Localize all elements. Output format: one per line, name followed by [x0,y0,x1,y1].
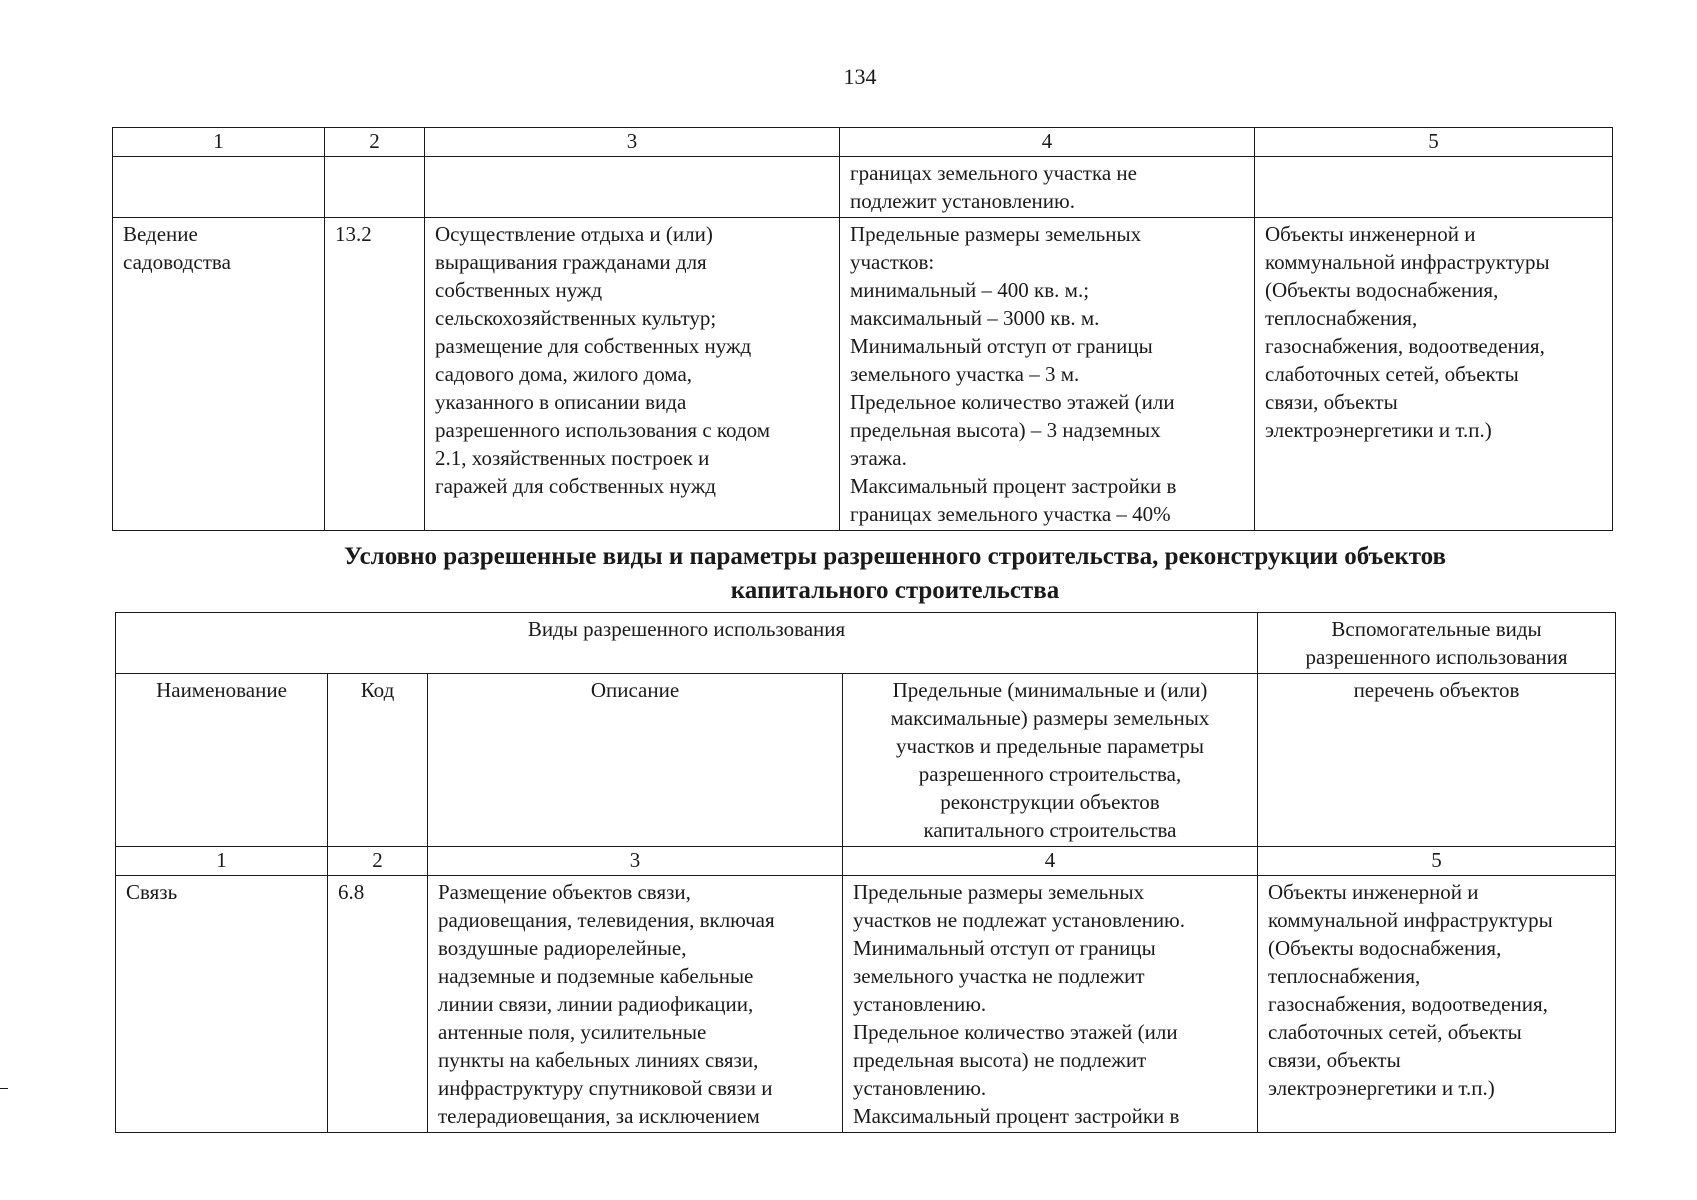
section-heading-line-1: Условно разрешенные виды и параметры разрешенного строительства, реконструкции объектов [343,543,1447,570]
bottom-table [115,612,1616,1133]
scan-edge-mark [0,1088,8,1089]
continuation-code [325,157,425,218]
row-name: Связь [116,876,328,1133]
section-heading-line-2: капитального строительства [730,577,1060,604]
column-number-3: 3 [428,847,843,876]
column-number-4: 4 [840,128,1255,157]
row-description: Осуществление отдыха и (или) выращивания гражданами для собственных нужд сельскохозяйственных культур; размещение для собственных нужд садового дома, жилого дома, указанного в описании вида разрешенного использования с кодом 2.1, хозяйственных построек и гаражей для собственных нужд [425,218,840,531]
continuation-name [113,157,325,218]
header-col-name: Наименование [116,674,328,847]
header-col-description: Описание [428,674,843,847]
section-heading [0,540,1697,608]
column-number-5: 5 [1258,847,1616,876]
row-code: 6.8 [328,876,428,1133]
header-col-code: Код [328,674,428,847]
header-group-main: Виды разрешенного использования [116,613,1258,674]
row-parameters: Предельные размеры земельных участков не подлежат установлению. Минимальный отступ от границы земельного участка не подлежит установлению. Предельное количество этажей (или предельная высота) не подлежит установлению. Максимальный процент застройки в [843,876,1258,1133]
header-col-aux: перечень объектов [1258,674,1616,847]
page-number: 134 [843,64,877,89]
row-name: Ведение садоводства [113,218,325,531]
column-number-2: 2 [328,847,428,876]
header-group-aux: Вспомогательные виды разрешенного использования [1258,613,1616,674]
column-number-1: 1 [116,847,328,876]
header-col-parameters: Предельные (минимальные и (или) максимальные) размеры земельных участков и предельные параметры разрешенного строительства, реконструкции объектов капитального строительства [843,674,1258,847]
header-column-row [116,674,1616,847]
top-table [112,127,1613,531]
continuation-auxiliary [1255,157,1613,218]
continuation-description [425,157,840,218]
row-auxiliary: Объекты инженерной и коммунальной инфраструктуры (Объекты водоснабжения, теплоснабжения, газоснабжения, водоотведения, слаботочных сетей, объекты связи, объекты электроэнергетики и т.п.) [1255,218,1613,531]
column-number-3: 3 [425,128,840,157]
row-code: 13.2 [325,218,425,531]
column-number-row [113,128,1613,157]
continuation-row [113,157,1613,218]
column-number-4: 4 [843,847,1258,876]
continuation-parameters: границах земельного участка не подлежит установлению. [840,157,1255,218]
column-number-row [116,847,1616,876]
row-parameters: Предельные размеры земельных участков: минимальный – 400 кв. м.; максимальный – 3000 кв. м. Минимальный отступ от границы земельного участка – 3 м. Предельное количество этажей (или предельная высота) – 3 надземных этажа. Максимальный процент застройки в границах земельного участка – 40% [840,218,1255,531]
table-row [113,218,1613,531]
column-number-2: 2 [325,128,425,157]
column-number-5: 5 [1255,128,1613,157]
header-group-row [116,613,1616,674]
row-auxiliary: Объекты инженерной и коммунальной инфраструктуры (Объекты водоснабжения, теплоснабжения, газоснабжения, водоотведения, слаботочных сетей, объекты связи, объекты электроэнергетики и т.п.) [1258,876,1616,1133]
column-number-1: 1 [113,128,325,157]
table-row [116,876,1616,1133]
row-description: Размещение объектов связи, радиовещания, телевидения, включая воздушные радиорелейные, надземные и подземные кабельные линии связи, линии радиофикации, антенные поля, усилительные пункты на кабельных линиях связи, инфраструктуру спутниковой связи и телерадиовещания, за исключением [428,876,843,1133]
